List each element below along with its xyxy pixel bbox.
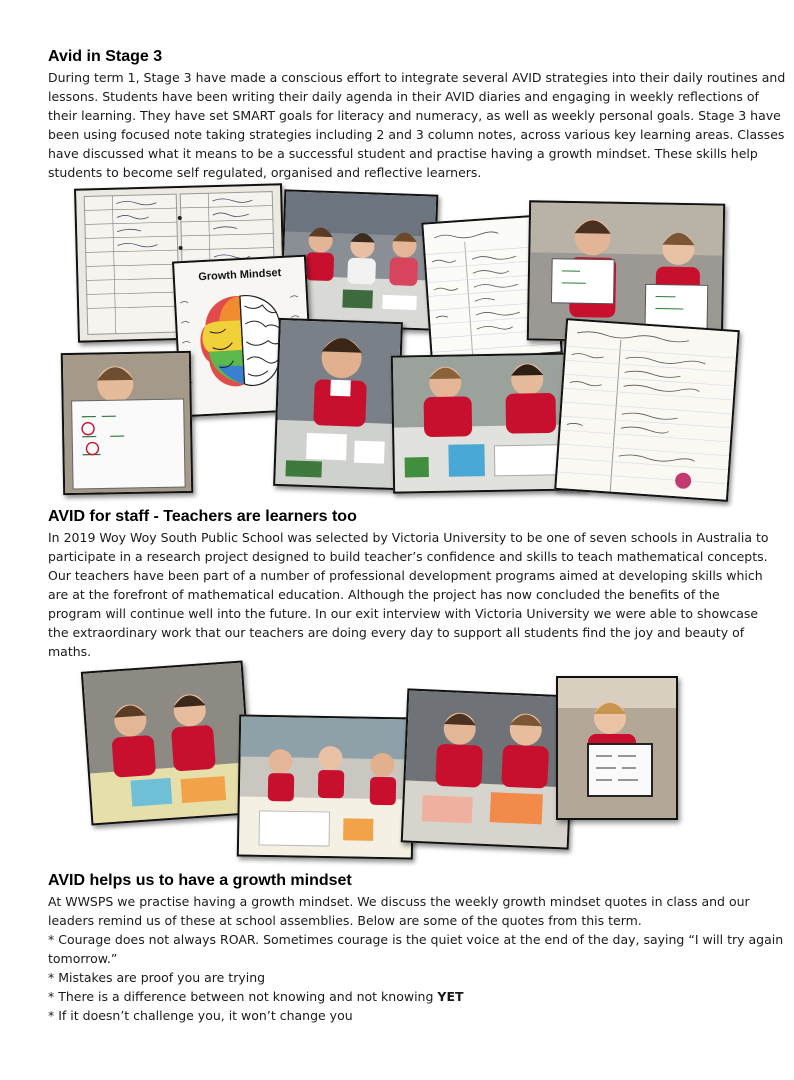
growth-mindset-title: Growth Mindset bbox=[197, 266, 282, 284]
photo-students-on-floor bbox=[237, 714, 415, 859]
quote-courage: * Courage does not always ROAR. Sometimes courage is the quiet voice at the end of the day, saying “I will try again bbox=[48, 932, 784, 947]
section-paragraph-growth-mindset: At WWSPS we practise having a growth mindset. We discuss the weekly growth mindset quotes in class and our leaders remind us of these at school assemblies. Below are some of the quotes from this term. * Courage does not always ROAR. Sometimes courage is the quiet voice at the end of the day, saying “I will try again tomorrow.” * Mistakes are proof you are trying * There is a difference between not knowing and not knowing YET * If it doesn’t challenge you, it won’t change you bbox=[48, 894, 784, 1023]
photo-three-column-notes bbox=[554, 318, 740, 502]
section-heading-avid-stage-3: Avid in Stage 3 bbox=[48, 48, 163, 65]
section-heading-avid-staff: AVID for staff - Teachers are learners too bbox=[48, 508, 357, 525]
quote-not-knowing-yet: * There is a difference between not knowing and not knowing YET bbox=[48, 989, 464, 1004]
section-paragraph-avid-staff: In 2019 Woy Woy South Public School was selected by Victoria University to be one of seven schools in Australia to participate in a research project designed to build teacher’s confidence and skills to teach mathematical concepts. Our teachers have been part of a number of professional development programs aimed at developing skills which are at the forefront of mathematical education. Although the project has now concluded the benefits of the program will continue well into the future. In our exit interview with Victoria University we were able to showcase the extraordinary work that our teachers are doing every day to support all students find the joy and beauty of maths. bbox=[48, 530, 769, 659]
quote-courage-cont: tomorrow.” bbox=[48, 951, 118, 966]
quote-challenge: * If it doesn’t challenge you, it won’t change you bbox=[48, 1008, 353, 1023]
photo-boy-with-mini-whiteboard bbox=[556, 676, 678, 820]
photo-boy-with-cards bbox=[273, 318, 403, 490]
section-paragraph-avid-stage-3: During term 1, Stage 3 have made a conscious effort to integrate several AVID strategies into their daily routines and lessons. Students have been writing their daily agenda in their AVID diaries and engaging in weekly reflections of their learning. They have set SMART goals for literacy and numeracy, as well as weekly personal goals. Stage 3 have been using focused note taking strategies including 2 and 3 column notes, across various key learning areas. Classes have discussed what it means to be a successful student and practise having a growth mindset. These skills help students to become self regulated, organised and reflective learners. bbox=[48, 70, 786, 180]
photo-boys-at-desk bbox=[401, 688, 576, 849]
section-heading-growth-mindset: AVID helps us to have a growth mindset bbox=[48, 872, 352, 889]
quote-mistakes: * Mistakes are proof you are trying bbox=[48, 970, 266, 985]
photo-boy-with-whiteboard bbox=[61, 351, 193, 495]
photo-students-with-teacher bbox=[81, 661, 253, 826]
